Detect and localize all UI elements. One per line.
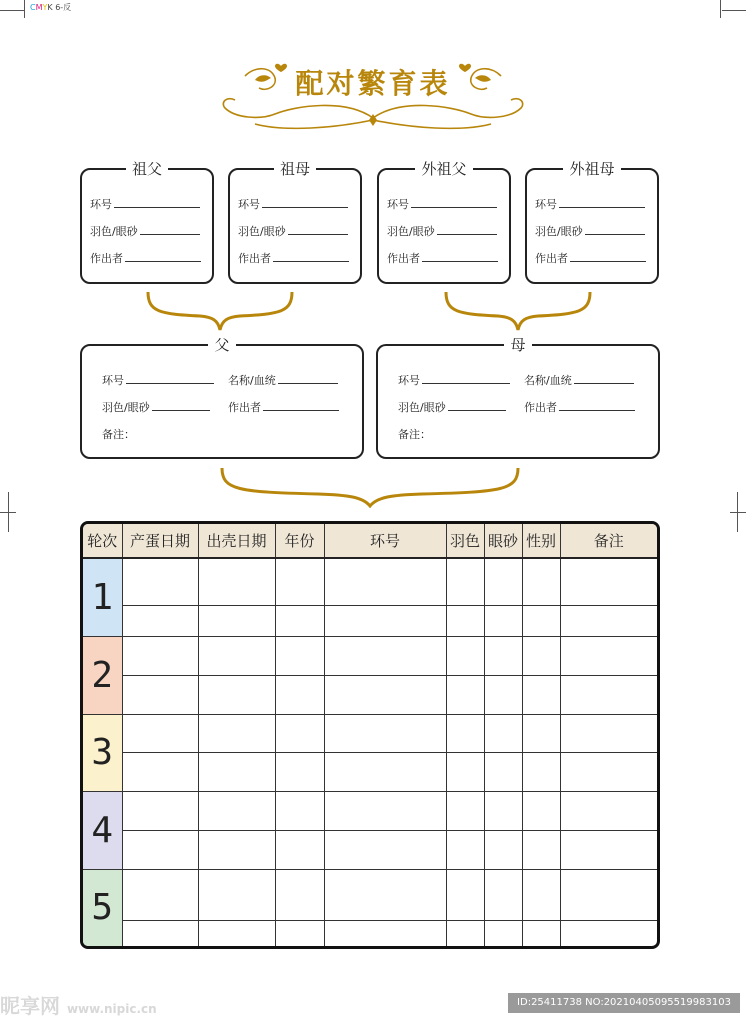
- ring-label: 环号: [387, 198, 409, 211]
- image-id-bar: ID:25411738 NO:20210405095519983103: [508, 993, 740, 1013]
- table-cell[interactable]: [122, 869, 198, 920]
- table-cell[interactable]: [198, 831, 275, 870]
- table-row: [83, 792, 657, 831]
- table-cell[interactable]: [198, 920, 275, 946]
- brace-connector: [140, 290, 300, 332]
- table-cell[interactable]: [522, 869, 560, 920]
- ring-field[interactable]: [559, 197, 645, 208]
- table-cell[interactable]: [446, 675, 484, 714]
- name-label: 名称/血统: [228, 374, 276, 387]
- feather-label: 羽色/眼砂: [102, 401, 150, 414]
- page-title: 配对繁育表: [295, 67, 451, 100]
- table-cell[interactable]: [484, 831, 522, 870]
- table-row: [83, 831, 657, 870]
- table-cell[interactable]: [122, 714, 198, 753]
- table-cell[interactable]: [484, 605, 522, 636]
- maternal-grandfather-card: [377, 160, 511, 284]
- feather-label: 羽色/眼砂: [238, 225, 286, 238]
- table-cell[interactable]: [522, 637, 560, 676]
- ring-label: 环号: [238, 198, 260, 211]
- header-round: 轮次: [83, 524, 122, 558]
- card-title: 母: [504, 336, 531, 354]
- print-color-mark: CMYK 6-反: [30, 3, 72, 12]
- table-cell[interactable]: [324, 714, 446, 753]
- table-row: [83, 675, 657, 714]
- table-cell[interactable]: [484, 792, 522, 831]
- watermark-url: www.nipic.cn: [66, 1002, 157, 1016]
- card-title: 祖父: [126, 160, 168, 178]
- table-cell[interactable]: [484, 637, 522, 676]
- round-number: 2: [83, 637, 122, 715]
- table-cell[interactable]: [198, 753, 275, 792]
- round-number: 5: [83, 869, 122, 946]
- table-cell[interactable]: [122, 675, 198, 714]
- table-cell[interactable]: [560, 920, 657, 946]
- grandmother-card: [228, 160, 362, 284]
- feather-field[interactable]: [152, 400, 210, 411]
- header-sex: 性别: [522, 524, 560, 558]
- table-cell[interactable]: [446, 605, 484, 636]
- ring-field[interactable]: [262, 197, 348, 208]
- ring-field[interactable]: [422, 373, 510, 384]
- name-field[interactable]: [278, 373, 338, 384]
- table-cell[interactable]: [324, 792, 446, 831]
- author-field[interactable]: [422, 251, 498, 262]
- table-cell[interactable]: [275, 714, 324, 753]
- table-cell[interactable]: [522, 558, 560, 605]
- crop-mark: [8, 492, 9, 532]
- table-row: [83, 558, 657, 605]
- table-cell[interactable]: [446, 792, 484, 831]
- table-cell[interactable]: [484, 753, 522, 792]
- table-cell[interactable]: [275, 558, 324, 605]
- table-cell[interactable]: [275, 675, 324, 714]
- table-cell[interactable]: [122, 831, 198, 870]
- table-cell[interactable]: [275, 831, 324, 870]
- header-lay-date: 产蛋日期: [122, 524, 198, 558]
- crop-mark: [720, 0, 721, 18]
- table-cell[interactable]: [560, 792, 657, 831]
- table-cell[interactable]: [324, 637, 446, 676]
- feather-label: 羽色/眼砂: [398, 401, 446, 414]
- author-label: 作出者: [524, 401, 557, 414]
- maternal-grandmother-card: [525, 160, 659, 284]
- mother-card: [376, 336, 660, 459]
- feather-field[interactable]: [448, 400, 506, 411]
- author-label: 作出者: [535, 252, 568, 265]
- table-cell[interactable]: [198, 605, 275, 636]
- table-cell[interactable]: [446, 831, 484, 870]
- table-cell[interactable]: [522, 792, 560, 831]
- grandfather-card: [80, 160, 214, 284]
- table-cell[interactable]: [484, 869, 522, 920]
- header-ring: 环号: [324, 524, 446, 558]
- table-cell[interactable]: [522, 675, 560, 714]
- author-field[interactable]: [125, 251, 201, 262]
- ring-label: 环号: [535, 198, 557, 211]
- crop-mark: [737, 492, 738, 532]
- card-title: 祖母: [274, 160, 316, 178]
- author-field[interactable]: [273, 251, 349, 262]
- crop-mark: [722, 10, 746, 11]
- table-cell[interactable]: [122, 753, 198, 792]
- table-cell[interactable]: [446, 920, 484, 946]
- ring-label: 环号: [90, 198, 112, 211]
- feather-field[interactable]: [288, 224, 348, 235]
- table-cell[interactable]: [484, 920, 522, 946]
- name-label: 名称/血统: [524, 374, 572, 387]
- table-cell[interactable]: [275, 792, 324, 831]
- table-cell[interactable]: [198, 675, 275, 714]
- table-cell[interactable]: [446, 753, 484, 792]
- table-cell[interactable]: [275, 753, 324, 792]
- table-cell[interactable]: [484, 558, 522, 605]
- table-cell[interactable]: [522, 714, 560, 753]
- table-cell[interactable]: [122, 637, 198, 676]
- table-cell[interactable]: [560, 714, 657, 753]
- author-field[interactable]: [559, 400, 635, 411]
- card-title: 外祖母: [563, 160, 620, 178]
- author-field[interactable]: [263, 400, 339, 411]
- table-row: [83, 869, 657, 920]
- table-cell[interactable]: [198, 558, 275, 605]
- table-cell[interactable]: [275, 637, 324, 676]
- table-cell[interactable]: [522, 920, 560, 946]
- brace-connector-large: [218, 466, 522, 508]
- round-number: 4: [83, 792, 122, 870]
- table-cell[interactable]: [324, 558, 446, 605]
- table-row: [83, 605, 657, 636]
- author-label: 作出者: [238, 252, 271, 265]
- author-label: 作出者: [90, 252, 123, 265]
- ring-label: 环号: [102, 374, 124, 387]
- table-cell[interactable]: [198, 869, 275, 920]
- table-cell[interactable]: [122, 558, 198, 605]
- feather-field[interactable]: [437, 224, 497, 235]
- table-cell[interactable]: [324, 869, 446, 920]
- table-cell[interactable]: [324, 920, 446, 946]
- header-hatch-date: 出壳日期: [198, 524, 275, 558]
- table-cell[interactable]: [522, 605, 560, 636]
- header-eye: 眼砂: [484, 524, 522, 558]
- table-cell[interactable]: [560, 637, 657, 676]
- table-cell[interactable]: [484, 675, 522, 714]
- table-cell[interactable]: [122, 605, 198, 636]
- table-cell[interactable]: [446, 714, 484, 753]
- feather-label: 羽色/眼砂: [90, 225, 138, 238]
- watermark-brand: 昵享网: [0, 994, 60, 1018]
- table-cell[interactable]: [560, 675, 657, 714]
- table-cell[interactable]: [560, 831, 657, 870]
- table-cell[interactable]: [560, 605, 657, 636]
- ring-field[interactable]: [411, 197, 497, 208]
- round-number: 3: [83, 714, 122, 792]
- table-cell[interactable]: [324, 605, 446, 636]
- author-field[interactable]: [570, 251, 646, 262]
- note-label: 备注：: [102, 428, 135, 441]
- header-note: 备注: [560, 524, 657, 558]
- table-cell[interactable]: [446, 558, 484, 605]
- table-row: [83, 637, 657, 676]
- table-cell[interactable]: [446, 637, 484, 676]
- table-cell[interactable]: [198, 792, 275, 831]
- table-cell[interactable]: [275, 605, 324, 636]
- father-card: [80, 336, 364, 459]
- table-cell[interactable]: [275, 920, 324, 946]
- ring-field[interactable]: [126, 373, 214, 384]
- card-title: 父: [208, 336, 235, 354]
- table-cell[interactable]: [324, 831, 446, 870]
- table-cell[interactable]: [560, 753, 657, 792]
- table-row: [83, 714, 657, 753]
- author-label: 作出者: [387, 252, 420, 265]
- crop-mark: [24, 0, 25, 18]
- round-number: 1: [83, 558, 122, 637]
- table-cell[interactable]: [122, 920, 198, 946]
- breeding-table: [80, 521, 660, 949]
- table-row: [83, 753, 657, 792]
- feather-label: 羽色/眼砂: [387, 225, 435, 238]
- table-cell[interactable]: [560, 558, 657, 605]
- table-cell[interactable]: [122, 792, 198, 831]
- note-label: 备注：: [398, 428, 431, 441]
- table-cell[interactable]: [484, 714, 522, 753]
- crop-mark: [730, 512, 746, 513]
- name-field[interactable]: [574, 373, 634, 384]
- crop-mark: [0, 10, 24, 11]
- ring-label: 环号: [398, 374, 420, 387]
- table-cell[interactable]: [560, 869, 657, 920]
- brace-connector: [438, 290, 598, 332]
- table-cell[interactable]: [198, 637, 275, 676]
- table-cell[interactable]: [522, 831, 560, 870]
- table-cell[interactable]: [275, 869, 324, 920]
- table-cell[interactable]: [324, 753, 446, 792]
- table-cell[interactable]: [324, 675, 446, 714]
- card-title: 外祖父: [415, 160, 472, 178]
- table-cell[interactable]: [446, 869, 484, 920]
- watermark: [0, 990, 157, 1019]
- table-cell[interactable]: [522, 753, 560, 792]
- feather-field[interactable]: [585, 224, 645, 235]
- feather-label: 羽色/眼砂: [535, 225, 583, 238]
- table-row: [83, 920, 657, 946]
- table-cell[interactable]: [198, 714, 275, 753]
- header-feather: 羽色: [446, 524, 484, 558]
- ring-field[interactable]: [114, 197, 200, 208]
- feather-field[interactable]: [140, 224, 200, 235]
- header-year: 年份: [275, 524, 324, 558]
- author-label: 作出者: [228, 401, 261, 414]
